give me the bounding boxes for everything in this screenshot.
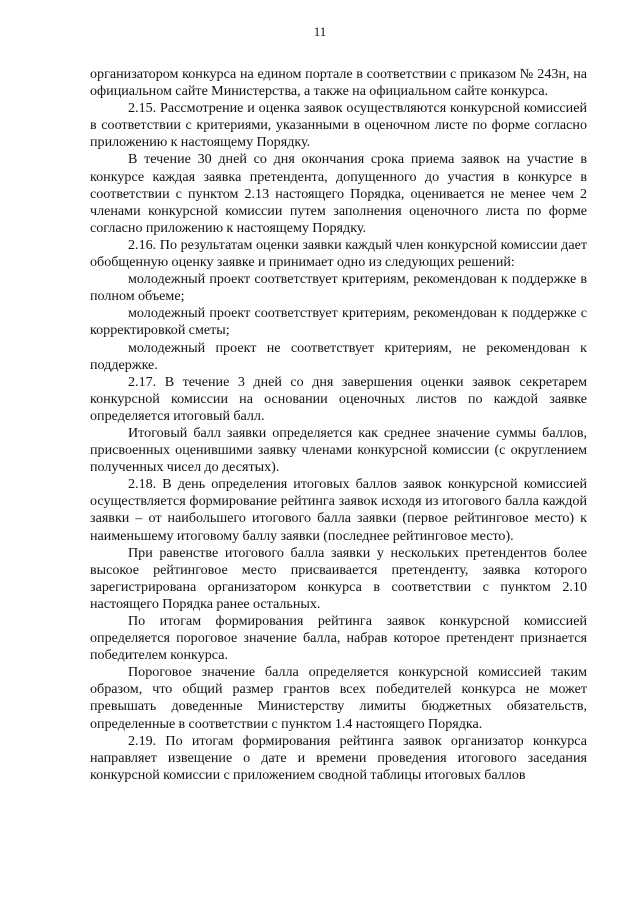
paragraph: 2.17. В течение 3 дней со дня завершения оценки заявок секретарем конкурсной комиссии на основании оценочных листов по каждой заявке определяется итоговый балл. (90, 373, 587, 424)
list-item: молодежный проект не соответствует критериям, не рекомендован к поддержке. (90, 339, 587, 373)
list-item: молодежный проект соответствует критериям, рекомендован к поддержке в полном объеме; (90, 271, 587, 305)
paragraph: 2.16. По результатам оценки заявки каждый член конкурсной комиссии дает обобщенную оценку заявке и принимает одно из следующих решений: (90, 236, 587, 271)
paragraph: организатором конкурса на едином портале в соответствии с приказом № 243н, на официальном сайте Министерства, а также на официальном сайте конкурса. (90, 66, 587, 100)
document-body (90, 66, 587, 784)
paragraph: Итоговый балл заявки определяется как среднее значение суммы баллов, присвоенных оценившими заявку членами конкурсной комиссии (с округлением полученных чисел до десятых). (90, 424, 587, 476)
paragraph: 2.18. В день определения итоговых баллов заявок конкурсной комиссией осуществляется формирование рейтинга заявок исходя из итогового балла каждой заявки – от наибольшего итогового балла заявки (первое рейтинговое место) к наименьшему итоговому баллу заявки (последнее рейтинговое место). (90, 476, 587, 544)
paragraph: В течение 30 дней со дня окончания срока приема заявок на участие в конкурсе каждая заявка претендента, допущенного до участия в конкурсе в соответствии с пунктом 2.13 настоящего Порядка, оценивается не менее чем 2 членами конкурсной комиссии путем заполнения оценочного листа по форме согласно приложению к настоящему Порядку. (90, 151, 587, 236)
paragraph: При равенстве итогового балла заявки у нескольких претендентов более высокое рейтинговое место присваивается претенденту, заявка которого зарегистрирована организатором конкурса в соответствии с пунктом 2.10 настоящего Порядка ранее остальных. (90, 544, 587, 612)
list-item: молодежный проект соответствует критериям, рекомендован к поддержке с корректировкой сметы; (90, 305, 587, 339)
paragraph: 2.15. Рассмотрение и оценка заявок осуществляются конкурсной комиссией в соответствии с критериями, указанными в оценочном листе по форме согласно приложению к настоящему Порядку. (90, 100, 587, 151)
page-number: 11 (313, 24, 327, 39)
paragraph: По итогам формирования рейтинга заявок конкурсной комиссией определяется пороговое значение балла, набрав которое претендент признается победителем конкурса. (90, 613, 587, 664)
paragraph: Пороговое значение балла определяется конкурсной комиссией таким образом, что общий размер грантов всех победителей конкурса не может превышать доведенные Министерству лимиты бюджетных обязательств, определенные в соответствии с пунктом 1.4 настоящего Порядка. (90, 664, 587, 732)
paragraph: 2.19. По итогам формирования рейтинга заявок организатор конкурса направляет извещение о дате и времени проведения итогового заседания конкурсной комиссии с приложением сводной таблицы итоговых баллов (90, 732, 587, 783)
